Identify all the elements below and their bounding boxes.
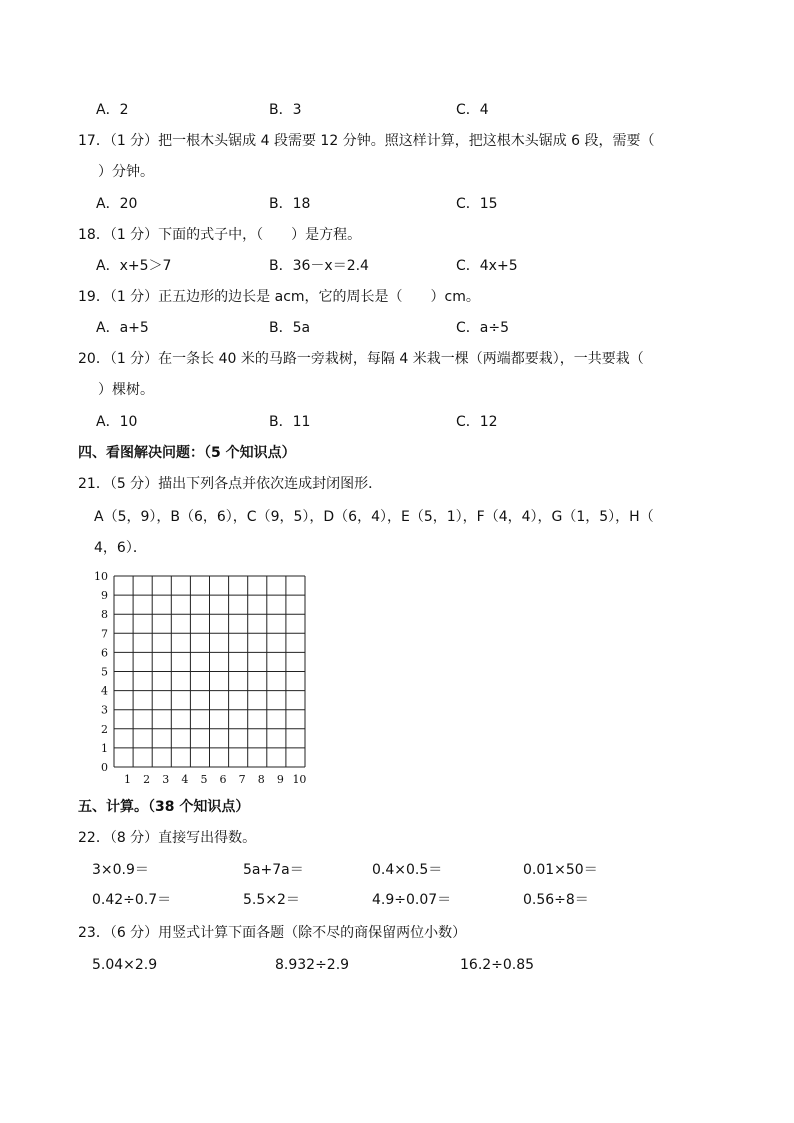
- q19-stem: 19．（1 分）正五边形的边长是 acm，它的周长是（ ）cm。: [78, 289, 480, 305]
- grid-y-label: 10: [94, 570, 108, 583]
- grid-y-label: 5: [101, 665, 108, 679]
- q22-item: 0.56÷8＝: [523, 892, 589, 908]
- q18-option-c: C．4x+5: [456, 258, 518, 274]
- grid-x-label: 3: [162, 773, 170, 786]
- q18-stem: 18．（1 分）下面的式子中，（ ）是方程。: [78, 227, 362, 243]
- grid-x-label: 1: [124, 773, 132, 786]
- q20-stem: 20．（1 分）在一条长 40 米的马路一旁栽树，每隔 4 米栽一棵（两端都要栽），一共要栽（: [78, 351, 644, 367]
- grid-x-label: 2: [143, 773, 151, 786]
- grid-x-label: 6: [219, 773, 227, 786]
- q23-item: 8.932÷2.9: [275, 957, 350, 973]
- q23-item: 16.2÷0.85: [460, 957, 535, 973]
- q23-stem: 23．（6 分）用竖式计算下面各题（除不尽的商保留两位小数）: [78, 925, 467, 941]
- q16-option-c: C．4: [456, 102, 489, 118]
- grid-x-label: 4: [181, 773, 189, 786]
- grid-x-label: 7: [238, 773, 246, 786]
- q21-stem: 21．（5 分）描出下列各点并依次连成封闭图形．: [78, 476, 383, 492]
- q22-item: 3×0.9＝: [92, 862, 149, 878]
- grid-y-label: 9: [101, 589, 108, 603]
- grid-x-label: 9: [276, 773, 284, 786]
- q20-stem-continued: ）棵树。: [98, 382, 154, 398]
- q22-item: 0.01×50＝: [523, 862, 598, 878]
- coordinate-grid: [88, 566, 318, 790]
- q22-item: 0.42÷0.7＝: [92, 892, 172, 908]
- section-5-title: 五、计算。（38 个知识点）: [78, 799, 250, 815]
- grid-y-label: 0: [101, 761, 108, 774]
- q18-option-b: B．36－x＝2.4: [269, 258, 369, 274]
- grid-x-label: 8: [257, 773, 265, 786]
- q22-item: 5a+7a＝: [243, 862, 304, 878]
- q17-option-c: C．15: [456, 196, 498, 212]
- grid-x-label: 10: [292, 773, 307, 786]
- q22-item: 4.9÷0.07＝: [372, 892, 452, 908]
- grid-y-label: 8: [101, 608, 108, 622]
- q16-option-b: B．3: [269, 102, 302, 118]
- q17-option-b: B．18: [269, 196, 311, 212]
- q22-item: 0.4×0.5＝: [372, 862, 443, 878]
- grid-y-label: 1: [101, 741, 108, 755]
- q22-item: 5.5×2＝: [243, 892, 300, 908]
- q16-option-a: A．2: [96, 102, 129, 118]
- coordinate-grid-svg: [88, 566, 318, 790]
- grid-y-label: 6: [101, 646, 108, 660]
- q18-option-a: A．x+5＞7: [96, 258, 172, 274]
- grid-y-label: 4: [101, 684, 108, 698]
- q21-points-continued: 4，6）．: [94, 540, 147, 556]
- q19-option-a: A．a+5: [96, 320, 149, 336]
- grid-y-label: 2: [101, 722, 108, 736]
- section-4-title: 四、看图解决问题：（5 个知识点）: [78, 445, 296, 461]
- grid-y-label: 7: [101, 627, 108, 641]
- grid-x-label: 5: [200, 773, 208, 786]
- q17-stem: 17．（1 分）把一根木头锯成 4 段需要 12 分钟。照这样计算，把这根木头锯成 6 段，需要（: [78, 133, 655, 149]
- q17-option-a: A．20: [96, 196, 138, 212]
- q19-option-b: B．5a: [269, 320, 311, 336]
- q20-option-b: B．11: [269, 414, 311, 430]
- q20-option-c: C．12: [456, 414, 498, 430]
- q21-points: A（5，9），B（6，6），C（9，5），D（6，4），E（5，1），F（4，4），G（1，5），H（: [94, 509, 654, 525]
- q20-option-a: A．10: [96, 414, 138, 430]
- q23-item: 5.04×2.9: [92, 957, 158, 973]
- q17-stem-continued: ）分钟。: [98, 164, 154, 180]
- grid-y-label: 3: [101, 703, 108, 717]
- q22-stem: 22．（8 分）直接写出得数。: [78, 830, 257, 846]
- q19-option-c: C．a÷5: [456, 320, 509, 336]
